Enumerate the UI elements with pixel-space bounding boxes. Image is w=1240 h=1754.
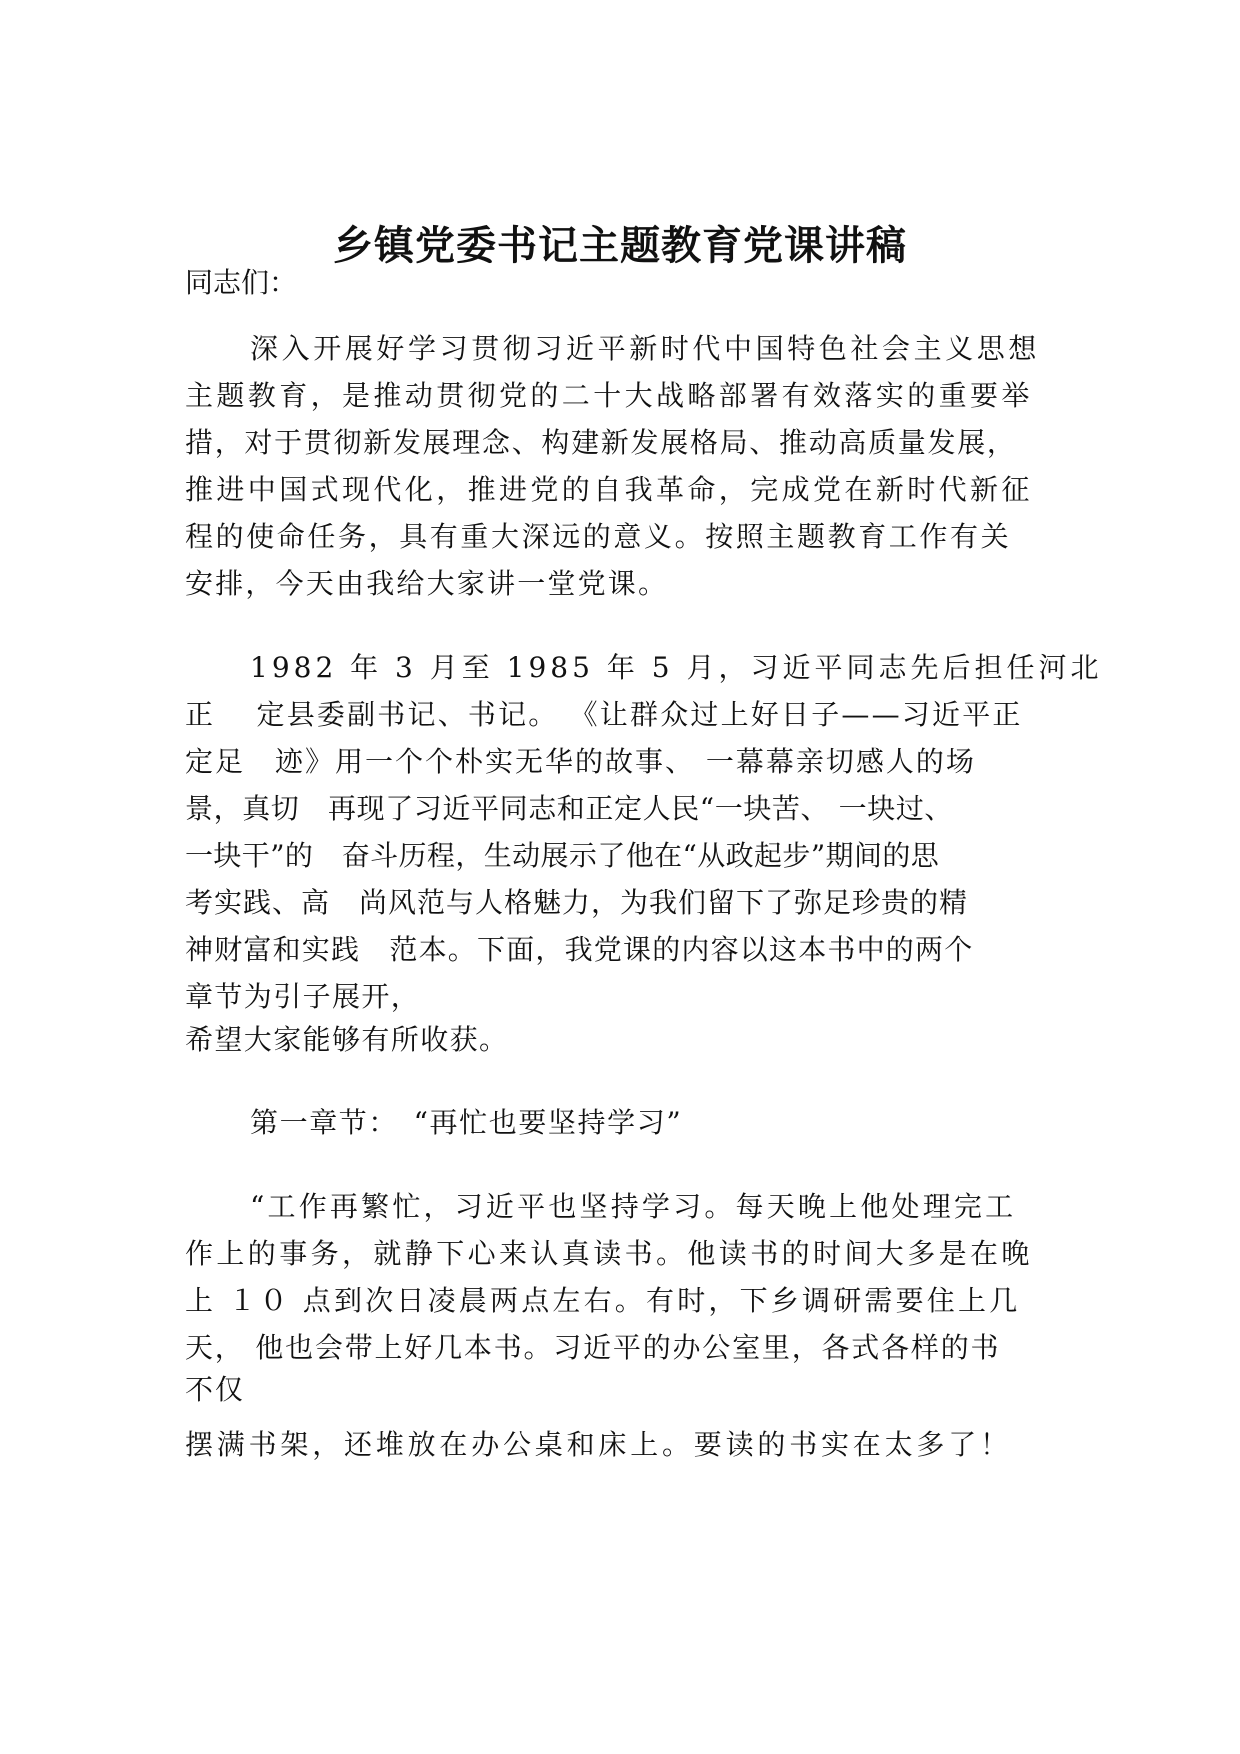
- para2-line-3: 定足 迹》用一个个朴实无华的故事、 一幕幕亲切感人的场: [185, 745, 976, 778]
- para3-line-3: 上 １０ 点到次日凌晨两点左右。有时，下乡调研需要住上几: [185, 1284, 1021, 1317]
- para2-line-6: 考实践、高 尚风范与人格魅力，为我们留下了弥足珍贵的精: [185, 886, 969, 919]
- para1-line-6: 安排，今天由我给大家讲一堂党课。: [185, 567, 669, 600]
- para2-line-7: 神财富和实践 范本。下面，我党课的内容以这本书中的两个: [185, 933, 974, 966]
- para2-line-5: 一块干”的 奋斗历程，生动展示了他在“从政起步”期间的思: [185, 839, 940, 872]
- para3-line-5: 不仅: [185, 1373, 246, 1406]
- para1-line-2: 主题教育，是推动贯彻党的二十大战略部署有效落实的重要举: [185, 379, 1033, 412]
- para1-line-4: 推进中国式现代化，推进党的自我革命，完成党在新时代新征: [185, 473, 1033, 506]
- para2-line-8: 章节为引子展开，: [185, 980, 421, 1013]
- para3-line-4: 天， 他也会带上好几本书。习近平的办公室里，各式各样的书: [185, 1331, 1001, 1364]
- chapter-heading: 第一章节： “再忙也要坚持学习”: [250, 1106, 683, 1139]
- para2-line-9: 希望大家能够有所收获。: [185, 1023, 509, 1056]
- para1-line-3: 措，对于贯彻新发展理念、构建新发展格局、推动高质量发展，: [185, 426, 1017, 459]
- para3-line-6: 摆满书架，还堆放在办公桌和床上。要读的书实在太多了！: [185, 1428, 1012, 1461]
- para1-line-1: 深入开展好学习贯彻习近平新时代中国特色社会主义思想: [250, 332, 1041, 365]
- para3-line-1: “工作再繁忙，习近平也坚持学习。每天晚上他处理完工: [250, 1190, 1017, 1223]
- document-title: 乡镇党委书记主题教育党课讲稿: [333, 223, 907, 269]
- para3-line-2: 作上的事务，就静下心来认真读书。他读书的时间大多是在晚: [185, 1237, 1033, 1270]
- salutation: 同志们：: [185, 266, 298, 299]
- para1-line-5: 程的使命任务，具有重大深远的意义。按照主题教育工作有关: [185, 520, 1012, 553]
- para2-line-2: 正 定县委副书记、书记。 《让群众过上好日子——习近平正: [185, 698, 1023, 731]
- para2-line-1: 1982 年 3 月至 1985 年 5 月，习近平同志先后担任河北: [250, 651, 1103, 684]
- para2-line-4: 景，真切 再现了习近平同志和正定人民“一块苦、 一块过、: [185, 792, 954, 825]
